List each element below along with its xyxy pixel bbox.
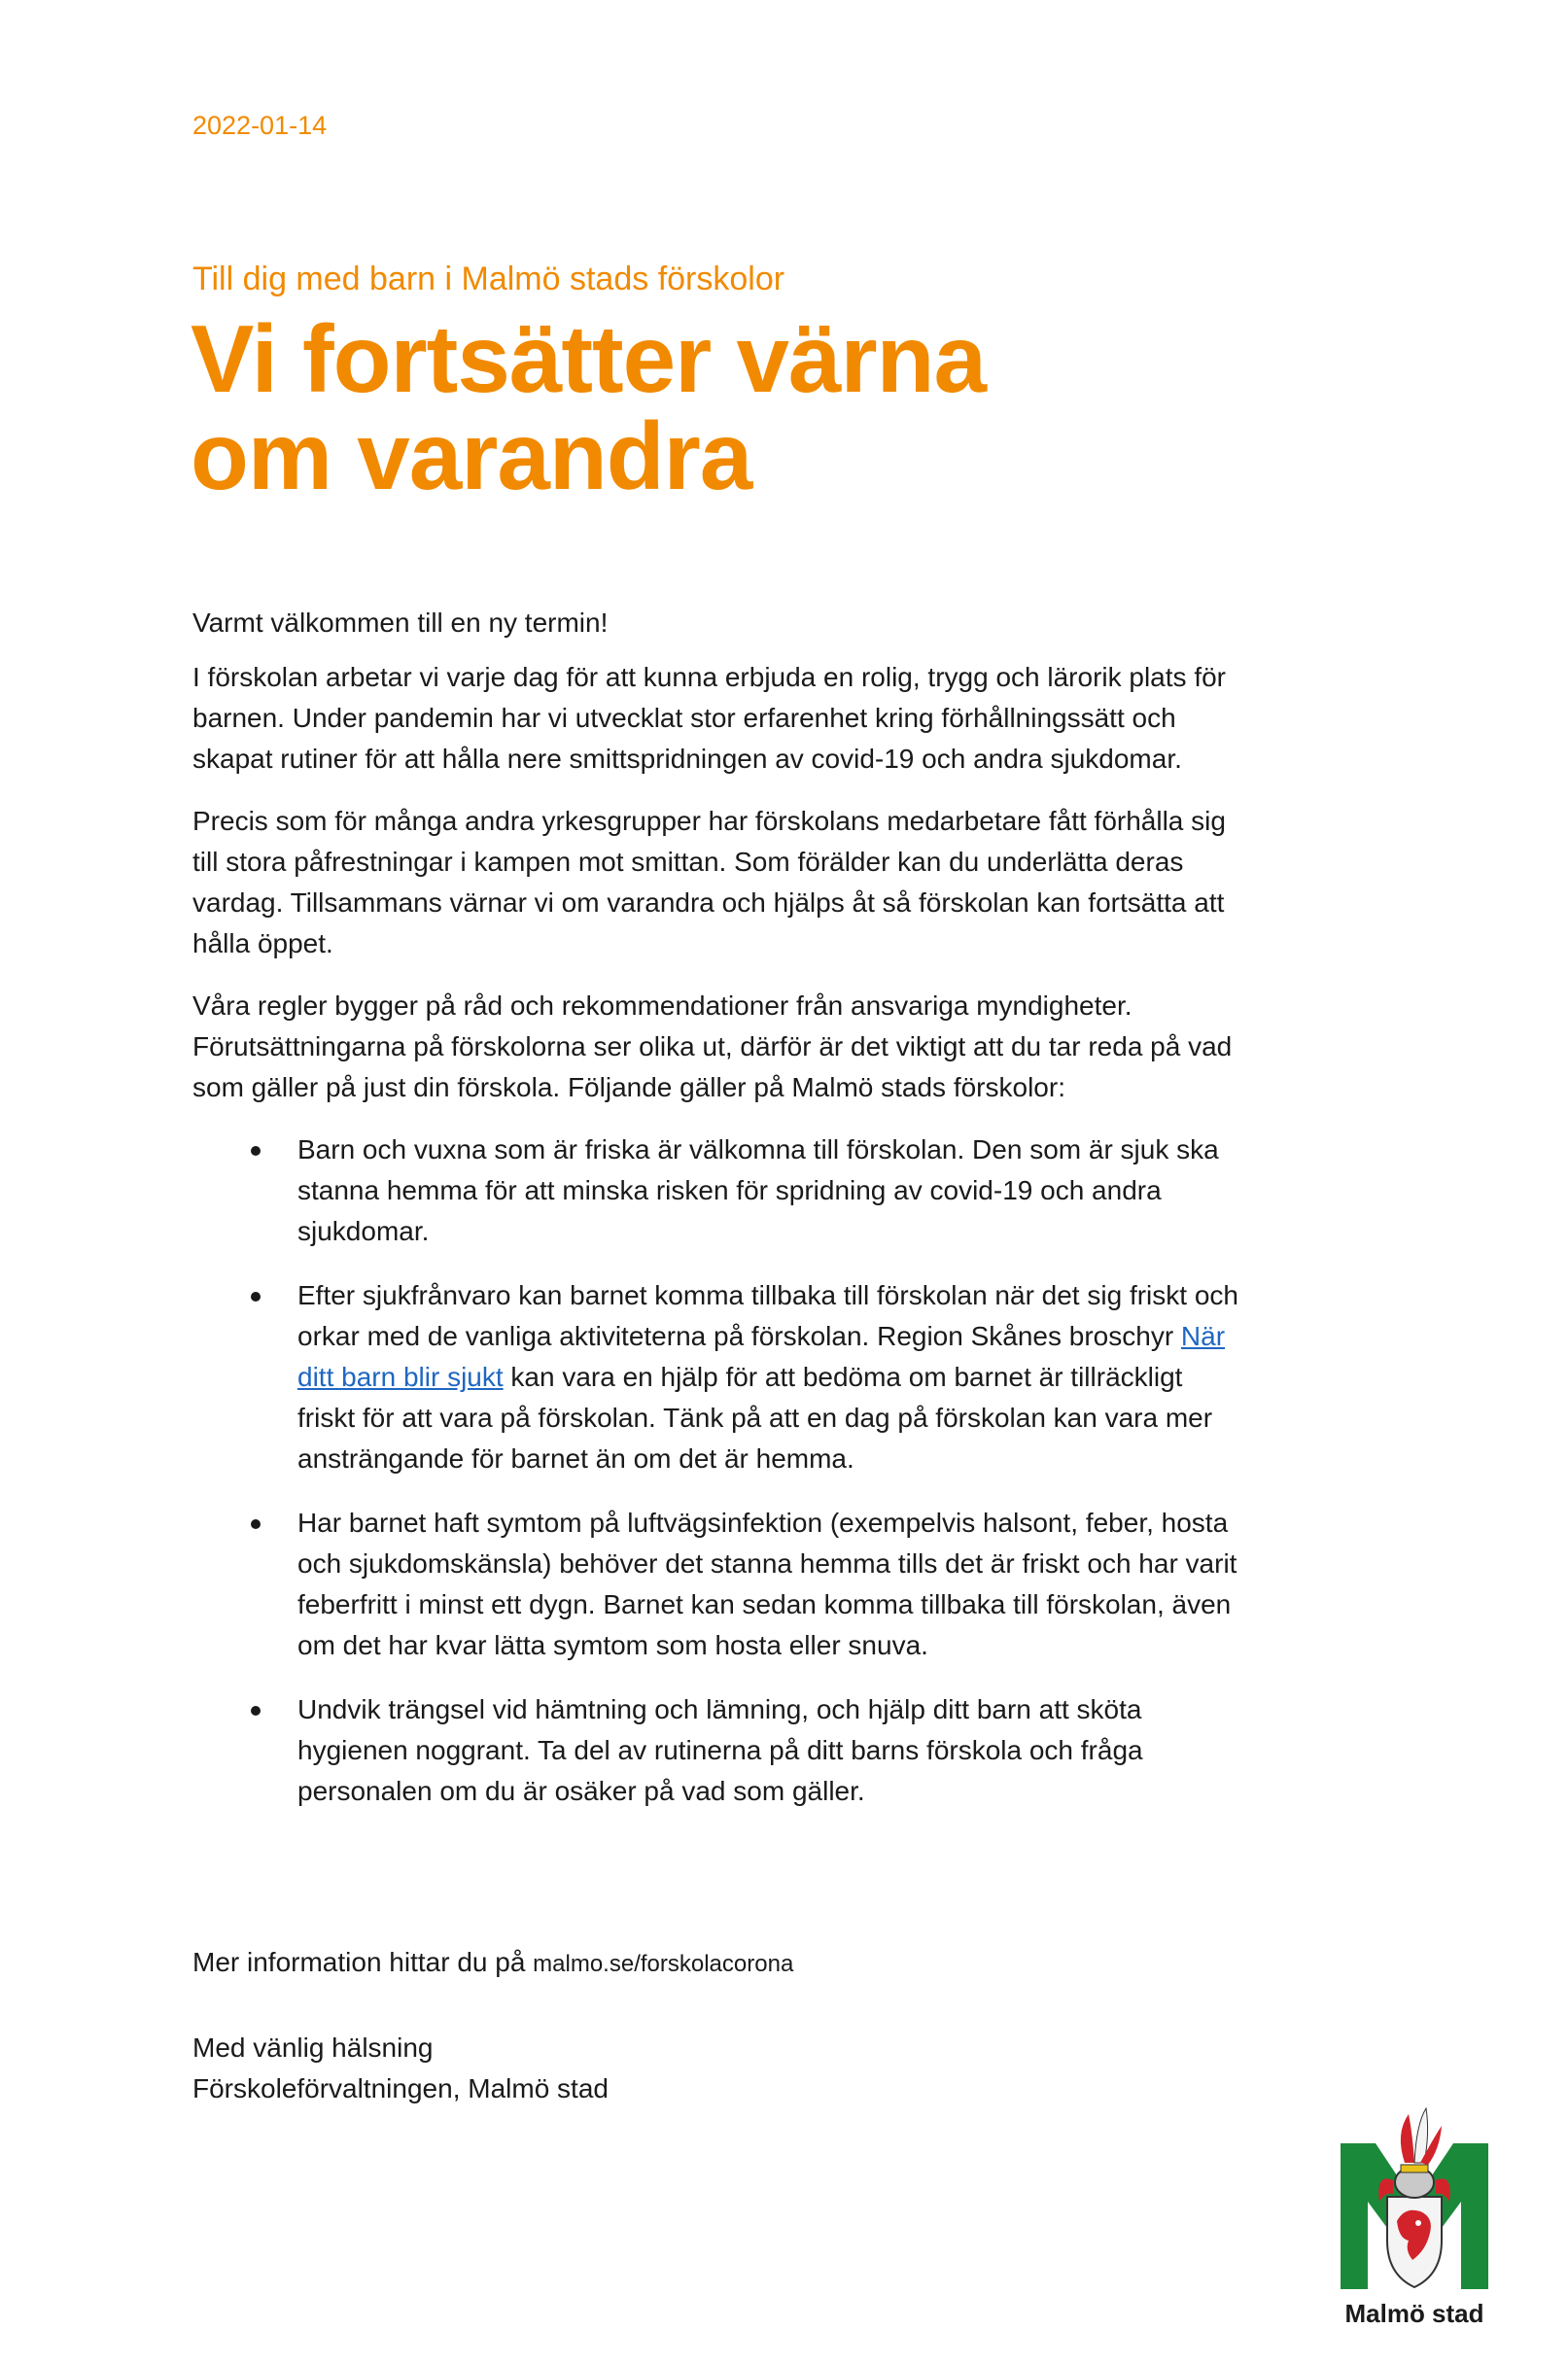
malmo-stad-logo-icon: [1337, 2104, 1492, 2338]
document-date: 2022-01-14: [192, 111, 328, 140]
rule-item: [192, 1503, 1242, 1666]
rule-text-before-link: Efter sjukfrånvaro kan barnet komma tillbaka till förskolan när det sig friskt och orkar med de vanliga aktiviteterna på förskolan. Region Skånes broschyr: [297, 1280, 1238, 1351]
welcome-line: Varmt välkommen till en ny termin!: [192, 608, 609, 638]
brochure-link[interactable]: När ditt barn blir sjukt: [297, 1321, 1226, 1392]
rule-text: Undvik trängsel vid hämtning och lämning, och hjälp ditt barn att sköta hygienen noggrant. Ta del av rutinerna på ditt barns förskola och fråga personalen om du är osäker på vad som gäller.: [297, 1694, 1143, 1806]
more-info-line: [192, 1947, 793, 1978]
closing-signature: [192, 2028, 609, 2109]
paragraph-3: Våra regler bygger på råd och rekommendationer från ansvariga myndigheter. Förutsättningarna på förskolorna ser olika ut, därför är det viktigt att du tar reda på vad som gäller på just din förskola. Följande gäller på Malmö stads förskolor:: [192, 990, 1233, 1102]
document-subtitle: Till dig med barn i Malmö stads förskolor: [192, 261, 785, 297]
bullet-icon: [251, 1146, 261, 1156]
headline-line-1: Vi fortsätter värna: [191, 305, 986, 412]
closing-sender: Förskoleförvaltningen, Malmö stad: [192, 2073, 609, 2103]
paragraph-2: Precis som för många andra yrkesgrupper har förskolans medarbetare fått förhålla sig till stora påfrestningar i kampen mot smittan. Som förälder kan du underlätta deras vardag. Tillsammans värnar vi om varandra och hjälps åt så förskolan kan fortsätta att hålla öppet.: [192, 806, 1226, 958]
bullet-icon: [251, 1519, 261, 1529]
more-info-text: Mer information hittar du på: [192, 1947, 534, 1977]
rule-item: [192, 1275, 1242, 1479]
headline-line-2: om varandra: [191, 401, 752, 509]
closing-greeting: Med vänlig hälsning: [192, 2033, 434, 2063]
document-headline: [191, 305, 986, 509]
logo-emblem: [1337, 2104, 1492, 2294]
rule-item: [192, 1129, 1242, 1252]
bullet-icon: [251, 1706, 261, 1716]
rule-text: Har barnet haft symtom på luftvägsinfektion (exempelvis halsont, feber, hosta och sjukdomskänsla) behöver det stanna hemma tills det är friskt och har varit feberfritt i minst ett dygn. Barnet kan sedan komma tillbaka till förskolan, även om det har kvar lätta symtom som hosta eller snuva.: [297, 1508, 1237, 1660]
rule-text-after-link: kan vara en hjälp för att bedöma om barnet är tillräckligt friskt för att vara på förskolan. Tänk på att en dag på förskolan kan vara mer ansträngande för barnet än om det är hemma.: [297, 1362, 1213, 1474]
rules-list: [192, 1129, 1242, 1812]
paragraph-1: I förskolan arbetar vi varje dag för att kunna erbjuda en rolig, trygg och lärorik plats för barnen. Under pandemin har vi utvecklat stor erfarenhet kring förhållningssätt och skapat rutiner för att hålla nere smittspridningen av covid-19 och andra sjukdomar.: [192, 662, 1226, 774]
more-info-url: malmo.se/forskolacorona: [533, 1951, 794, 1977]
logo-text: Malmö stad: [1344, 2299, 1484, 2328]
rule-item: [192, 1689, 1242, 1812]
letter-body: [192, 603, 1242, 1835]
rule-text: Barn och vuxna som är friska är välkomna till förskolan. Den som är sjuk ska stanna hemma för att minska risken för spridning av covid-19 och andra sjukdomar.: [297, 1134, 1219, 1246]
bullet-icon: [251, 1292, 261, 1302]
